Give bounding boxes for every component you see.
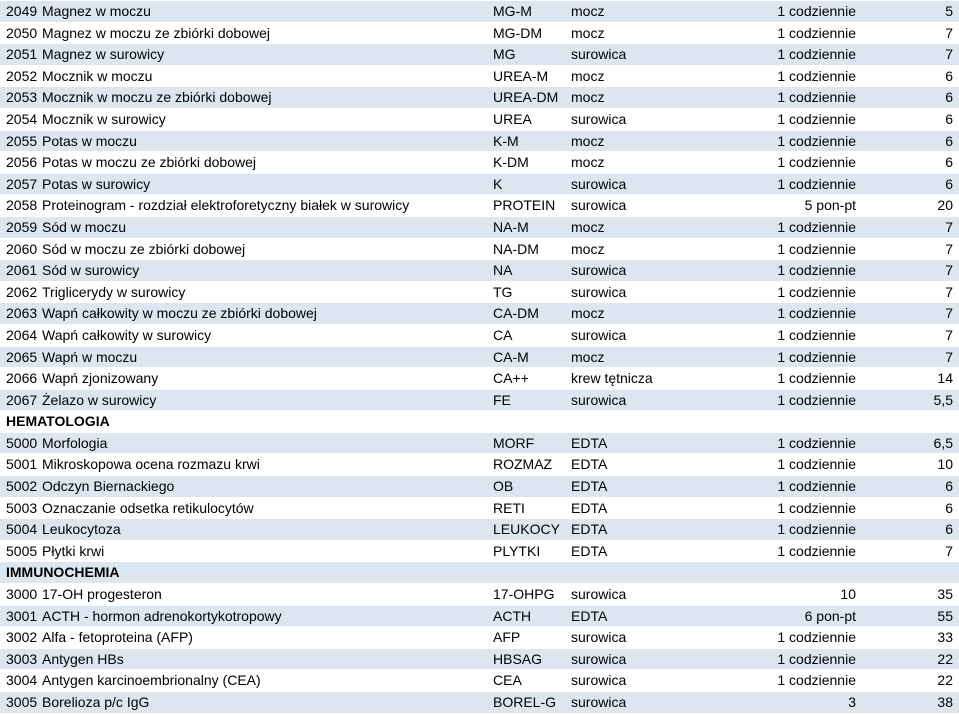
- table-row: [0, 23, 959, 45]
- test-name-cell: Magnez w surowicy: [42, 46, 165, 63]
- material-cell: mocz: [571, 154, 605, 171]
- turnaround-cell: 1 codziennie: [777, 154, 856, 171]
- test-name-cell: Mocznik w moczu ze zbiórki dobowej: [42, 89, 272, 106]
- test-id-cell: 2066: [6, 370, 38, 387]
- table-row: [0, 692, 959, 714]
- test-code-cell: CEA: [493, 672, 522, 689]
- price-cell: 6: [945, 478, 953, 495]
- turnaround-cell: 1 codziennie: [777, 89, 856, 106]
- turnaround-cell: 1 codziennie: [777, 434, 856, 451]
- test-name-cell: Mocznik w surowicy: [42, 110, 166, 127]
- test-name-cell: Mocznik w moczu: [42, 67, 153, 84]
- material-cell: mocz: [571, 3, 605, 19]
- test-id-cell: 2061: [6, 262, 38, 279]
- test-id-cell: 3005: [6, 694, 38, 710]
- table-row: [0, 433, 959, 455]
- turnaround-cell: 1 codziennie: [777, 521, 856, 538]
- material-cell: mocz: [571, 348, 605, 365]
- table-row: [0, 1, 959, 23]
- test-code-cell: FE: [493, 391, 511, 408]
- test-code-cell: TG: [493, 283, 513, 300]
- test-name-cell: Mikroskopowa ocena rozmazu krwi: [42, 456, 260, 473]
- section-header-row: [0, 562, 959, 584]
- test-code-cell: PLYTKI: [493, 542, 541, 559]
- test-id-cell: 2049: [6, 3, 38, 19]
- test-code-cell: UREA: [493, 110, 532, 127]
- section-header-row: [0, 411, 959, 433]
- price-cell: 6: [945, 89, 953, 106]
- test-name-cell: Sód w moczu ze zbiórki dobowej: [42, 240, 246, 257]
- turnaround-cell: 1 codziennie: [777, 542, 856, 559]
- price-cell: 6: [945, 67, 953, 84]
- price-cell: 5,5: [933, 391, 953, 408]
- table-row: [0, 649, 959, 671]
- price-cell: 7: [945, 305, 953, 322]
- test-name-cell: Wapń zjonizowany: [42, 370, 159, 387]
- turnaround-cell: 6 pon-pt: [804, 607, 856, 624]
- table-row: [0, 670, 959, 692]
- price-cell: 6: [945, 132, 953, 149]
- table-row: [0, 606, 959, 628]
- material-cell: mocz: [571, 89, 605, 106]
- test-code-cell: CA: [493, 326, 513, 343]
- test-id-cell: 5003: [6, 499, 38, 516]
- test-id-cell: 2059: [6, 218, 38, 235]
- price-cell: 5: [945, 3, 953, 19]
- table-row: [0, 282, 959, 304]
- table-row: [0, 87, 959, 109]
- price-cell: 7: [945, 326, 953, 343]
- table-row: [0, 152, 959, 174]
- test-name-cell: Wapń całkowity w surowicy: [42, 326, 212, 343]
- price-cell: 10: [937, 456, 953, 473]
- table-row: [0, 303, 959, 325]
- material-cell: surowica: [571, 629, 627, 646]
- test-code-cell: BOREL-G: [493, 694, 557, 710]
- test-id-cell: 2057: [6, 175, 38, 192]
- material-cell: krew tętnicza: [571, 370, 653, 387]
- price-cell: 7: [945, 283, 953, 300]
- price-cell: 35: [937, 586, 953, 603]
- test-code-cell: HBSAG: [493, 650, 543, 667]
- test-id-cell: 2056: [6, 154, 38, 171]
- test-id-cell: 3003: [6, 650, 38, 667]
- test-name-cell: Wapń całkowity w moczu ze zbiórki dobowej: [42, 305, 317, 322]
- test-id-cell: 5000: [6, 434, 38, 451]
- turnaround-cell: 1 codziennie: [777, 262, 856, 279]
- price-cell: 7: [945, 262, 953, 279]
- price-cell: 7: [945, 348, 953, 365]
- test-id-cell: 2050: [6, 24, 38, 41]
- turnaround-cell: 1 codziennie: [777, 650, 856, 667]
- material-cell: surowica: [571, 175, 627, 192]
- test-code-cell: NA-M: [493, 218, 529, 235]
- material-cell: surowica: [571, 586, 627, 603]
- test-id-cell: 3002: [6, 629, 38, 646]
- material-cell: EDTA: [571, 456, 608, 473]
- test-id-cell: 5005: [6, 542, 38, 559]
- test-code-cell: NA: [493, 262, 513, 279]
- test-code-cell: RETI: [493, 499, 525, 516]
- material-cell: EDTA: [571, 478, 608, 495]
- price-cell: 20: [937, 197, 953, 214]
- test-code-cell: CA-DM: [493, 305, 539, 322]
- table-row: [0, 476, 959, 498]
- material-cell: mocz: [571, 305, 605, 322]
- material-cell: EDTA: [571, 499, 608, 516]
- material-cell: surowica: [571, 391, 627, 408]
- turnaround-cell: 1 codziennie: [777, 3, 856, 19]
- material-cell: EDTA: [571, 607, 608, 624]
- table-row: [0, 174, 959, 196]
- table-row: [0, 519, 959, 541]
- material-cell: EDTA: [571, 434, 608, 451]
- test-id-cell: 2055: [6, 132, 38, 149]
- material-cell: surowica: [571, 326, 627, 343]
- test-id-cell: 2060: [6, 240, 38, 257]
- price-cell: 22: [937, 650, 953, 667]
- test-id-cell: 2054: [6, 110, 38, 127]
- turnaround-cell: 1 codziennie: [777, 46, 856, 63]
- turnaround-cell: 1 codziennie: [777, 326, 856, 343]
- test-code-cell: K: [493, 175, 503, 192]
- test-code-cell: ACTH: [493, 607, 532, 624]
- material-cell: surowica: [571, 283, 627, 300]
- test-id-cell: 2053: [6, 89, 38, 106]
- turnaround-cell: 1 codziennie: [777, 175, 856, 192]
- table-row: [0, 109, 959, 131]
- section-title: HEMATOLOGIA: [6, 413, 110, 430]
- price-cell: 7: [945, 24, 953, 41]
- test-id-cell: 5001: [6, 456, 38, 473]
- table-row: [0, 239, 959, 261]
- price-cell: 6: [945, 499, 953, 516]
- turnaround-cell: 1 codziennie: [777, 499, 856, 516]
- test-name-cell: Sód w surowicy: [42, 262, 140, 279]
- material-cell: EDTA: [571, 521, 608, 538]
- table-row: [0, 325, 959, 347]
- test-id-cell: 3001: [6, 607, 38, 624]
- table-row: [0, 454, 959, 476]
- price-cell: 14: [937, 370, 953, 387]
- test-id-cell: 5004: [6, 521, 38, 538]
- test-id-cell: 2064: [6, 326, 38, 343]
- turnaround-cell: 1 codziennie: [777, 370, 856, 387]
- test-name-cell: ACTH - hormon adrenokortykotropowy: [42, 607, 282, 624]
- test-code-cell: 17-OHPG: [493, 586, 555, 603]
- test-id-cell: 2063: [6, 305, 38, 322]
- price-cell: 7: [945, 218, 953, 235]
- section-title: IMMUNOCHEMIA: [6, 564, 120, 581]
- table-row: [0, 390, 959, 412]
- test-code-cell: MG: [493, 46, 516, 63]
- price-cell: 6: [945, 110, 953, 127]
- test-name-cell: Triglicerydy w surowicy: [42, 283, 186, 300]
- test-name-cell: Odczyn Biernackiego: [42, 478, 175, 495]
- test-name-cell: Antygen karcinoembrionalny (CEA): [42, 672, 261, 689]
- table-row: [0, 368, 959, 390]
- price-cell: 38: [937, 694, 953, 710]
- test-code-cell: LEUKOCY: [493, 521, 560, 538]
- test-id-cell: 3004: [6, 672, 38, 689]
- table-row: [0, 541, 959, 563]
- turnaround-cell: 1 codziennie: [777, 391, 856, 408]
- price-cell: 33: [937, 629, 953, 646]
- turnaround-cell: 1 codziennie: [777, 305, 856, 322]
- test-name-cell: Magnez w moczu: [42, 3, 151, 19]
- test-name-cell: Potas w moczu: [42, 132, 137, 149]
- test-name-cell: Oznaczanie odsetka retikulocytów: [42, 499, 254, 516]
- turnaround-cell: 1 codziennie: [777, 672, 856, 689]
- test-name-cell: 17-OH progesteron: [42, 586, 162, 603]
- test-name-cell: Potas w moczu ze zbiórki dobowej: [42, 154, 256, 171]
- test-name-cell: Żelazo w surowicy: [42, 391, 157, 408]
- turnaround-cell: 3: [848, 694, 856, 710]
- price-cell: 7: [945, 46, 953, 63]
- turnaround-cell: 1 codziennie: [777, 218, 856, 235]
- turnaround-cell: 1 codziennie: [777, 283, 856, 300]
- test-id-cell: 2052: [6, 67, 38, 84]
- test-name-cell: Proteinogram - rozdział elektroforetyczny białek w surowicy: [42, 197, 410, 214]
- test-code-cell: MORF: [493, 434, 535, 451]
- test-code-cell: CA++: [493, 370, 529, 387]
- material-cell: surowica: [571, 262, 627, 279]
- test-id-cell: 2051: [6, 46, 38, 63]
- test-id-cell: 5002: [6, 478, 38, 495]
- price-cell: 6: [945, 521, 953, 538]
- turnaround-cell: 5 pon-pt: [804, 197, 856, 214]
- material-cell: surowica: [571, 46, 627, 63]
- price-cell: 6: [945, 154, 953, 171]
- table-row: [0, 627, 959, 649]
- material-cell: mocz: [571, 132, 605, 149]
- test-code-cell: UREA-DM: [493, 89, 559, 106]
- test-name-cell: Leukocytoza: [42, 521, 121, 538]
- price-cell: 7: [945, 542, 953, 559]
- table-row: [0, 217, 959, 239]
- test-code-cell: AFP: [493, 629, 521, 646]
- test-name-cell: Morfologia: [42, 434, 108, 451]
- price-cell: 6: [945, 175, 953, 192]
- test-name-cell: Wapń w moczu: [42, 348, 138, 365]
- test-code-cell: UREA-M: [493, 67, 549, 84]
- table-row: [0, 260, 959, 282]
- turnaround-cell: 1 codziennie: [777, 348, 856, 365]
- price-cell: 55: [937, 607, 953, 624]
- test-name-cell: Antygen HBs: [42, 650, 124, 667]
- material-cell: mocz: [571, 240, 605, 257]
- test-code-cell: K-M: [493, 132, 519, 149]
- material-cell: EDTA: [571, 542, 608, 559]
- turnaround-cell: 1 codziennie: [777, 240, 856, 257]
- table-row: [0, 66, 959, 88]
- table-row: [0, 498, 959, 520]
- material-cell: mocz: [571, 24, 605, 41]
- material-cell: mocz: [571, 67, 605, 84]
- test-name-cell: Magnez w moczu ze zbiórki dobowej: [42, 24, 270, 41]
- turnaround-cell: 1 codziennie: [777, 478, 856, 495]
- table-row: [0, 195, 959, 217]
- material-cell: surowica: [571, 672, 627, 689]
- turnaround-cell: 1 codziennie: [777, 629, 856, 646]
- material-cell: surowica: [571, 197, 627, 214]
- test-name-cell: Borelioza p/c IgG: [42, 694, 150, 710]
- test-id-cell: 2058: [6, 197, 38, 214]
- test-id-cell: 3000: [6, 586, 38, 603]
- turnaround-cell: 1 codziennie: [777, 132, 856, 149]
- table-row: [0, 347, 959, 369]
- test-code-cell: ROZMAZ: [493, 456, 553, 473]
- test-name-cell: Alfa - fetoproteina (AFP): [42, 629, 193, 646]
- test-id-cell: 2065: [6, 348, 38, 365]
- turnaround-cell: 1 codziennie: [777, 110, 856, 127]
- table-row: [0, 131, 959, 153]
- price-cell: 22: [937, 672, 953, 689]
- price-cell: 7: [945, 240, 953, 257]
- test-code-cell: K-DM: [493, 154, 529, 171]
- turnaround-cell: 1 codziennie: [777, 24, 856, 41]
- material-cell: surowica: [571, 650, 627, 667]
- table-row: [0, 44, 959, 66]
- turnaround-cell: 1 codziennie: [777, 67, 856, 84]
- test-code-cell: NA-DM: [493, 240, 539, 257]
- price-cell: 6,5: [933, 434, 953, 451]
- test-code-cell: MG-M: [493, 3, 532, 19]
- test-name-cell: Płytki krwi: [42, 542, 105, 559]
- material-cell: surowica: [571, 694, 627, 710]
- table-row: [0, 584, 959, 606]
- test-id-cell: 2062: [6, 283, 38, 300]
- test-code-cell: PROTEIN: [493, 197, 556, 214]
- turnaround-cell: 1 codziennie: [777, 456, 856, 473]
- turnaround-cell: 10: [840, 586, 856, 603]
- material-cell: mocz: [571, 218, 605, 235]
- test-name-cell: Potas w surowicy: [42, 175, 151, 192]
- material-cell: surowica: [571, 110, 627, 127]
- test-code-cell: CA-M: [493, 348, 529, 365]
- test-code-cell: MG-DM: [493, 24, 542, 41]
- test-name-cell: Sód w moczu: [42, 218, 127, 235]
- test-code-cell: OB: [493, 478, 514, 495]
- test-id-cell: 2067: [6, 391, 38, 408]
